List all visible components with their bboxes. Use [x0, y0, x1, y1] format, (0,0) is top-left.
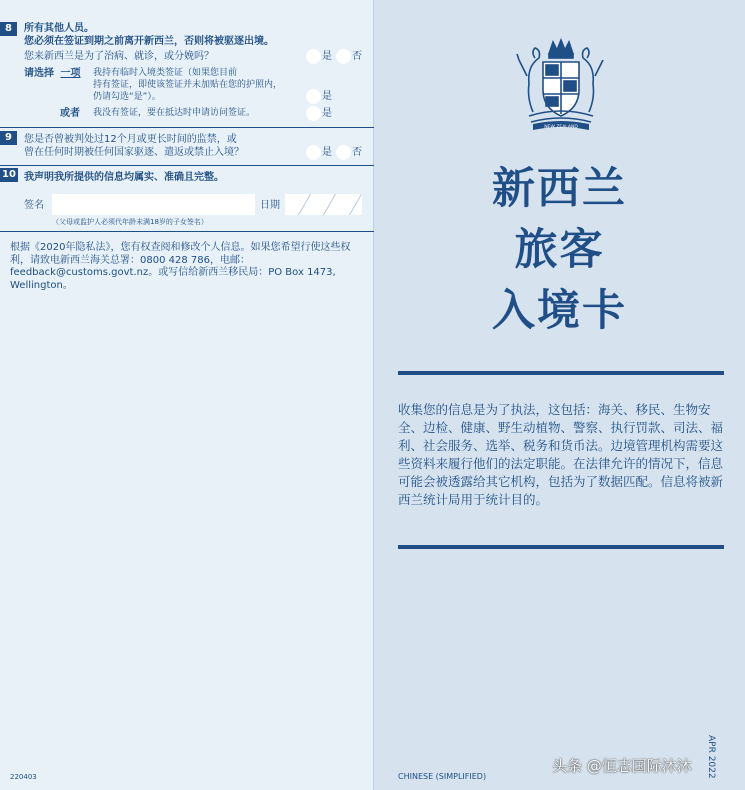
date-separator [323, 194, 336, 215]
watermark-text: 头条 @恒志国际沐沐 [552, 757, 692, 775]
q9-no-label: 否 [352, 147, 362, 158]
q9-line1: 您是否曾被判处过12个月或更长时间的监禁，或 [24, 134, 237, 145]
question-number: 8 [0, 22, 17, 36]
guardian-note: （父母或监护人必须代年龄未满18岁的子女签名） [52, 218, 208, 226]
date-separator [298, 194, 311, 215]
divider [0, 231, 374, 232]
cover-title-line1: 新西兰 [492, 164, 627, 214]
q8-question: 您来新西兰是为了治病、就诊，或分娩吗？ [24, 51, 214, 62]
privacy-notice: 根据《2020年隐私法》，您有权查阅和修改个人信息。如果您希望行使这些权利，请致电新西兰海关总署：0800 428 786，电邮：feedback@customs.govt.nz。或写信给新西兰移民局：PO Box 1473, Wellington。 [10, 242, 351, 291]
q9-no-radio[interactable] [336, 145, 351, 160]
select-label-text: 请选择 [24, 68, 54, 79]
visa-option-line1: 我持有临时入境类签证（如果您目前 [93, 68, 238, 78]
form-code: 220403 [10, 773, 37, 781]
select-label [24, 68, 80, 80]
crest-motto: NEW ZEALAND [544, 125, 578, 130]
date-separator [349, 194, 362, 215]
visa-yes-radio[interactable] [306, 89, 321, 104]
q8-yes-radio[interactable] [306, 49, 321, 64]
signature-label: 签名 [24, 200, 44, 211]
version-date: APR 2022 [706, 735, 716, 779]
visa-option-line3: 仍请勾选“是”）。 [93, 92, 161, 102]
q9-line2: 曾在任何时期被任何国家驱逐、遣返或禁止入境？ [24, 147, 244, 158]
nz-coat-of-arms-icon [509, 36, 613, 132]
q8-warning: 您必须在签证到期之前离开新西兰，否则将被驱逐出境。 [24, 36, 274, 47]
divider [0, 127, 374, 128]
select-one-text: 一项 [60, 68, 81, 79]
divider [0, 165, 374, 166]
q8-no-label: 否 [352, 51, 362, 62]
cover-title-line3: 入境卡 [492, 286, 627, 336]
q9-yes-label: 是 [322, 147, 332, 158]
declaration-text: 我声明我所提供的信息均属实、准确且完整。 [24, 172, 224, 183]
q8-no-radio[interactable] [336, 49, 351, 64]
no-visa-yes-radio[interactable] [306, 106, 321, 121]
signature-field[interactable] [52, 194, 255, 215]
cover-title-line2: 旅客 [514, 225, 605, 275]
q8-yes-label: 是 [322, 51, 332, 62]
q9-yes-radio[interactable] [306, 145, 321, 160]
no-visa-option: 我没有签证，要在抵达时申请访问签证。 [93, 108, 256, 118]
bottom-rule [398, 545, 724, 549]
q8-heading: 所有其他人员。 [24, 23, 94, 34]
question-number: 10 [0, 168, 18, 182]
top-rule [398, 371, 724, 375]
date-label: 日期 [260, 200, 280, 211]
visa-yes-label: 是 [322, 91, 332, 102]
date-field[interactable] [285, 194, 362, 215]
or-label: 或者 [60, 108, 80, 119]
question-number: 9 [0, 131, 17, 145]
info-collection-notice: 收集您的信息是为了执法，这包括：海关、移民、生物安全、边检、健康、野生动植物、警察、执行罚款、司法、福利、社会服务、选举、税务和货币法。边境管理机构需要这些资料来履行他们的法定职能。在法律允许的情况下，信息可能会被透露给其它机构，包括为了数据匹配。信息将被新西兰统计局用于统计目的。 [398, 402, 724, 507]
visa-option-line2: 持有签证，即使该签证并未加贴在您的护照内， [93, 80, 283, 90]
language-label: CHINESE (SIMPLIFIED) [398, 772, 487, 781]
no-visa-yes-label: 是 [322, 108, 332, 119]
